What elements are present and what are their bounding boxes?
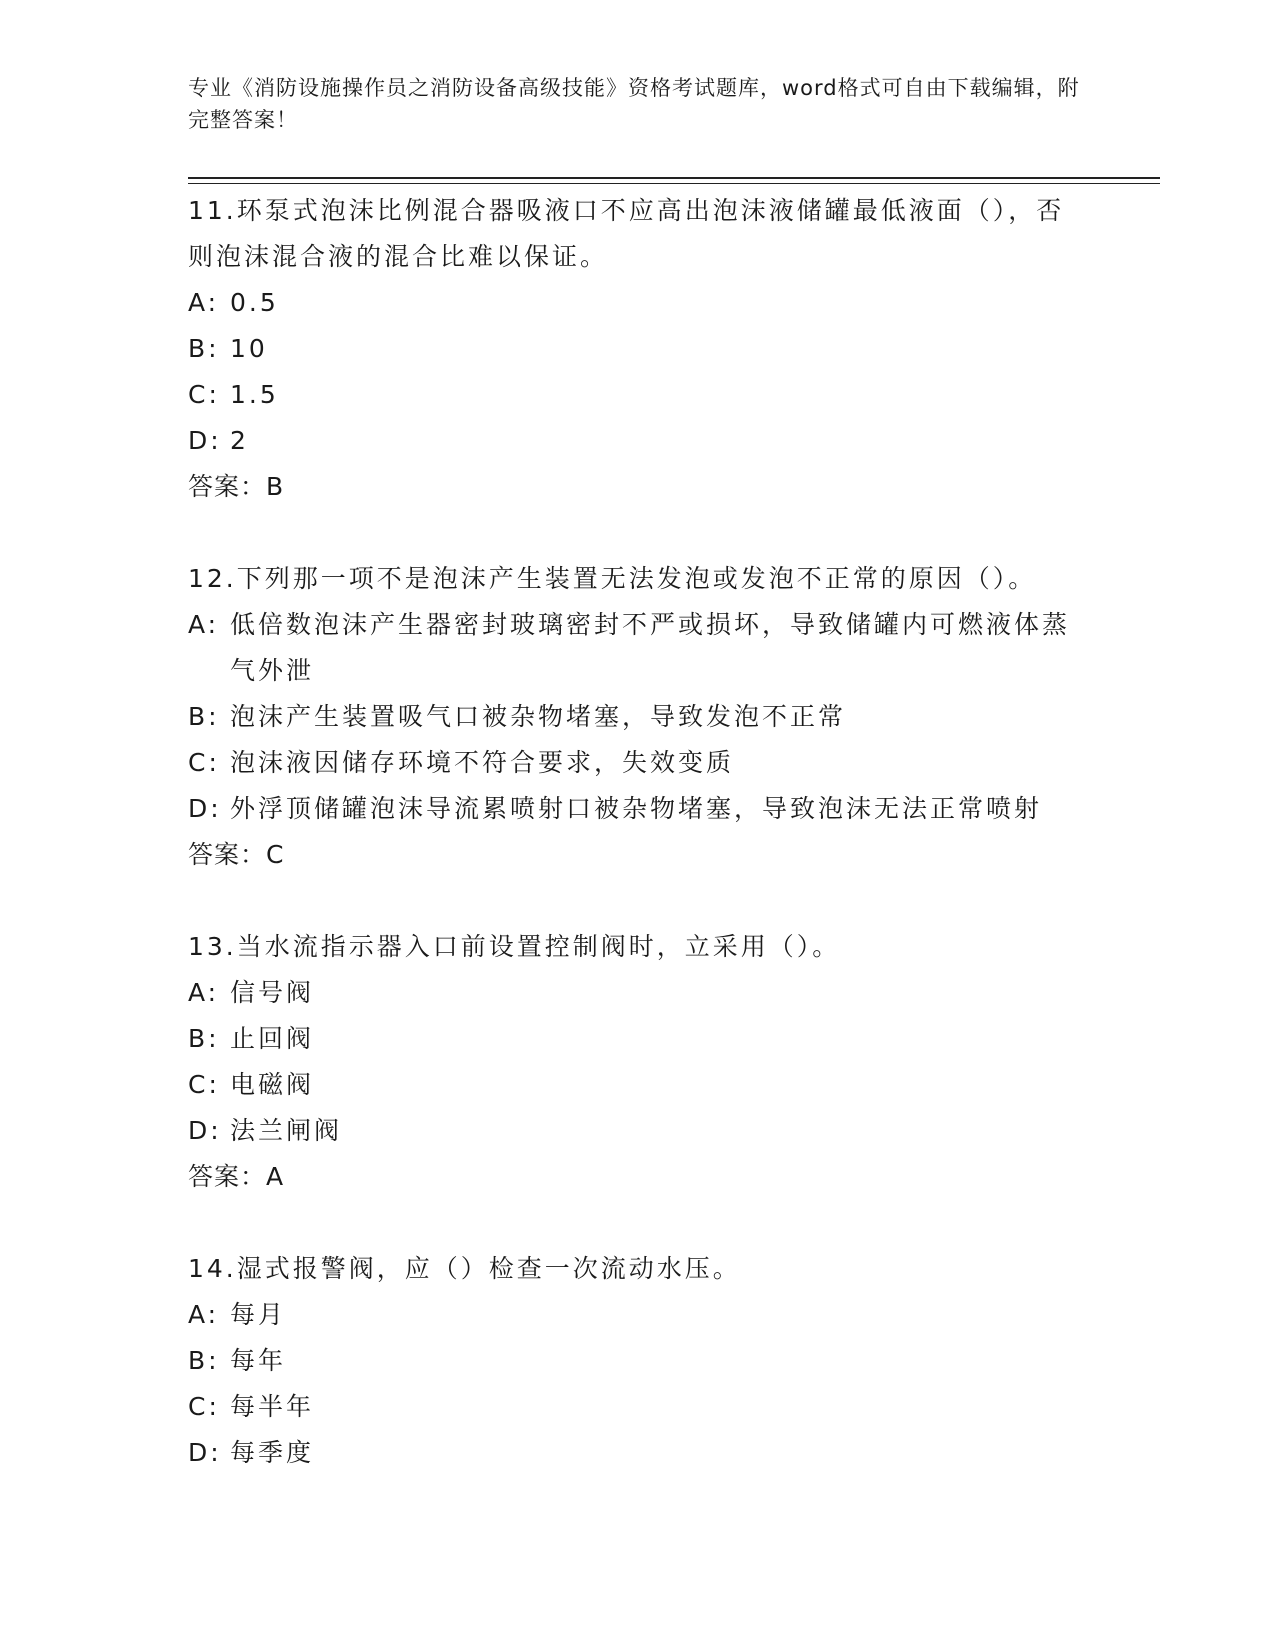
question-13 <box>188 924 1088 1200</box>
option-letter: A: <box>188 610 220 639</box>
option-a <box>188 602 1088 694</box>
option-text: 止回阀 <box>230 1024 315 1053</box>
option-c <box>188 372 1088 418</box>
option-text: 泡沫液因储存环境不符合要求，失效变质 <box>230 748 735 777</box>
option-text: 外浮顶储罐泡沫导流累喷射口被杂物堵塞，导致泡沫无法正常喷射 <box>230 794 1043 823</box>
option-c <box>188 1062 1088 1108</box>
question-stem: 12.下列那一项不是泡沫产生装置无法发泡或发泡不正常的原因（）。 <box>188 564 1037 593</box>
question-stem: 14.湿式报警阀，应（）检查一次流动水压。 <box>188 1254 741 1283</box>
question-spacer <box>188 878 1088 924</box>
option-a <box>188 1292 1088 1338</box>
header-divider-thin <box>188 183 1160 184</box>
option-b <box>188 694 1088 740</box>
option-text: 每月 <box>230 1300 287 1329</box>
option-text: 电磁阀 <box>230 1070 315 1099</box>
option-d <box>188 1108 1088 1154</box>
option-letter: D: <box>188 426 222 455</box>
option-letter: C: <box>188 748 220 777</box>
option-d <box>188 1430 1088 1476</box>
question-spacer <box>188 510 1088 556</box>
option-letter: D: <box>188 794 222 823</box>
option-letter: A: <box>188 978 220 1007</box>
answer-line: 答案：B <box>188 472 285 501</box>
answer-line: 答案：A <box>188 1162 285 1191</box>
option-letter: B: <box>188 334 220 363</box>
answer-line: 答案：C <box>188 840 285 869</box>
question-14 <box>188 1246 1088 1476</box>
option-letter: C: <box>188 380 220 409</box>
option-text: 每季度 <box>230 1438 315 1467</box>
option-a <box>188 280 1088 326</box>
option-text: 1.5 <box>230 380 279 409</box>
option-text: 低倍数泡沫产生器密封玻璃密封不严或损坏，导致储罐内可燃液体蒸气外泄 <box>230 610 1071 685</box>
option-letter: B: <box>188 1024 220 1053</box>
option-letter: C: <box>188 1392 220 1421</box>
option-text: 信号阀 <box>230 978 315 1007</box>
question-11 <box>188 188 1088 510</box>
option-b <box>188 1016 1088 1062</box>
question-list <box>188 188 1088 1476</box>
option-letter: D: <box>188 1116 222 1145</box>
option-a <box>188 970 1088 1016</box>
option-letter: A: <box>188 1300 220 1329</box>
option-text: 每半年 <box>230 1392 315 1421</box>
option-letter: A: <box>188 288 220 317</box>
option-letter: B: <box>188 1346 220 1375</box>
option-c <box>188 1384 1088 1430</box>
option-letter: B: <box>188 702 220 731</box>
option-text: 法兰闸阀 <box>230 1116 343 1145</box>
question-12 <box>188 556 1088 878</box>
option-letter: D: <box>188 1438 222 1467</box>
option-text: 0.5 <box>230 288 279 317</box>
option-text: 泡沫产生装置吸气口被杂物堵塞，导致发泡不正常 <box>230 702 847 731</box>
option-b <box>188 326 1088 372</box>
option-text: 10 <box>230 334 268 363</box>
option-b <box>188 1338 1088 1384</box>
option-letter: C: <box>188 1070 220 1099</box>
option-c <box>188 740 1088 786</box>
option-d <box>188 418 1088 464</box>
question-stem: 13.当水流指示器入口前设置控制阀时，立采用（）。 <box>188 932 841 961</box>
option-text: 2 <box>230 426 249 455</box>
option-text: 每年 <box>230 1346 287 1375</box>
document-header: 专业《消防设施操作员之消防设备高级技能》资格考试题库，word格式可自由下载编辑，附完整答案！ <box>188 76 1080 132</box>
header-divider-thick <box>188 177 1160 179</box>
question-stem: 11.环泵式泡沫比例混合器吸液口不应高出泡沫液储罐最低液面（），否则泡沫混合液的混合比难以保证。 <box>188 196 1065 271</box>
option-d <box>188 786 1088 832</box>
question-spacer <box>188 1200 1088 1246</box>
